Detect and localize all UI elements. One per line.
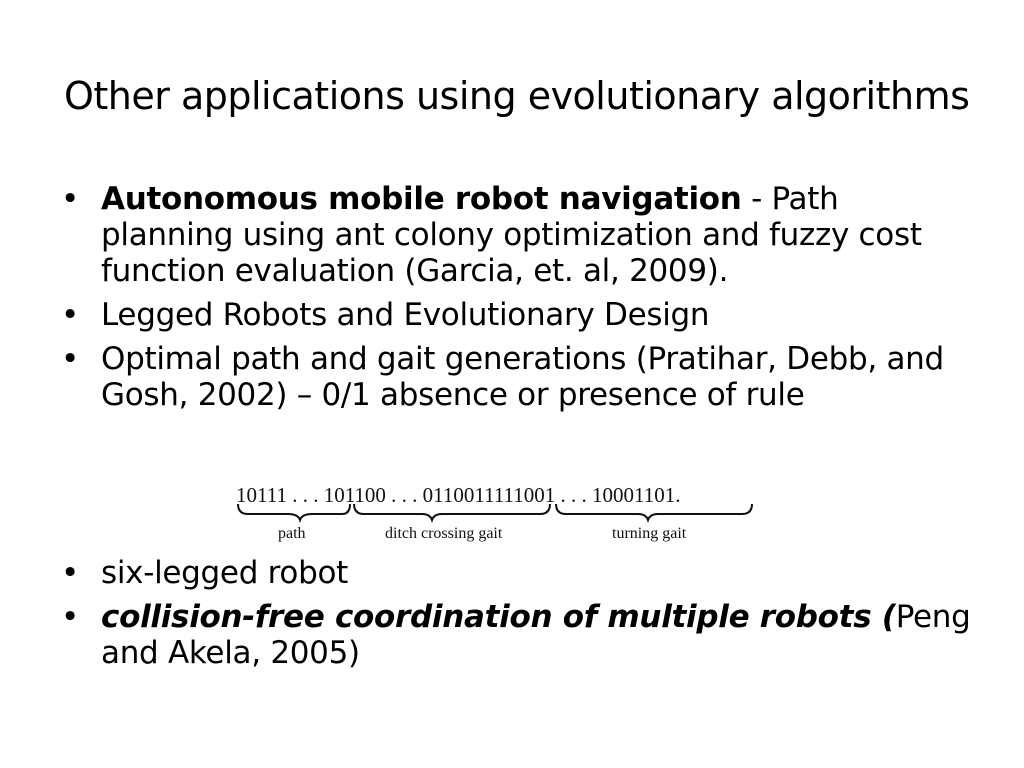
bullet-item — [60, 555, 980, 591]
bullet-text: - Path planning using ant colony optimization and fuzzy cost function evaluation (Garcia, et. al, 2009). — [101, 181, 922, 289]
bullet-list — [60, 555, 980, 679]
bullet-text: Peng and Akela, 2005) — [101, 599, 971, 671]
bullet-list — [60, 181, 980, 421]
bullet-item — [60, 181, 980, 289]
bullet-dot: • — [61, 181, 79, 217]
bullet-text: Legged Robots and Evolutionary Design — [101, 297, 710, 333]
bullet-item — [60, 341, 980, 413]
bullet-dot: • — [61, 297, 79, 333]
bullet-item — [60, 297, 980, 333]
bullet-bold-text: Autonomous mobile robot navigation — [101, 181, 742, 217]
slide-title: Other applications using evolutionary algorithms — [64, 74, 970, 118]
gait-encoding-figure — [230, 478, 770, 548]
bullet-dot: • — [61, 341, 79, 377]
bullet-dot: • — [61, 555, 79, 591]
bullet-item — [60, 599, 980, 671]
bitstring-text: 10111 . . . 101100 . . . 0110011111001 . . . 10001101. — [236, 483, 681, 507]
bullet-text: Optimal path and gait generations (Pratihar, Debb, and Gosh, 2002) – 0/1 absence or presence of rule — [101, 341, 944, 413]
bullet-bold-italic-text: collision-free coordination of multiple robots ( — [101, 599, 896, 635]
label-ditch-crossing-gait: ditch crossing gait — [385, 525, 503, 542]
bullet-dot: • — [61, 599, 79, 635]
label-turning-gait: turning gait — [612, 525, 687, 542]
label-path: path — [278, 525, 306, 542]
bullet-text: six-legged robot — [101, 555, 348, 591]
